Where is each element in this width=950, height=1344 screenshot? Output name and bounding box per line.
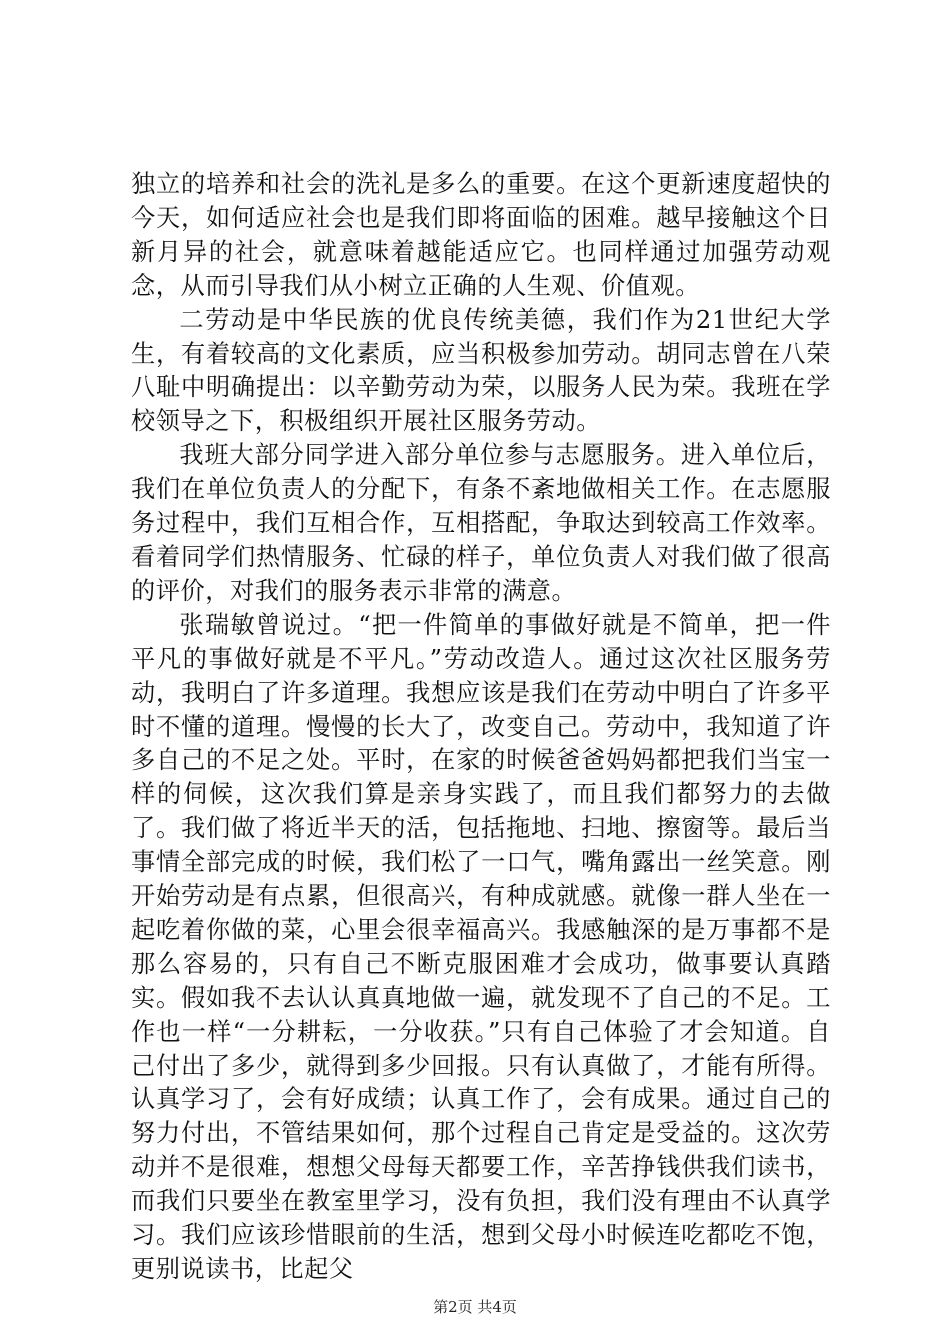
page-number-footer: 第2页 共4页 [433,1298,517,1316]
body-text [131,168,831,1287]
paragraph-1: 独立的培养和社会的洗礼是多么的重要。在这个更新速度超快的今天，如何适应社会也是我们即将面临的困难。越早接触这个日新月异的社会，就意味着越能适应它。也同样通过加强劳动观念，从而引导我们从小树立正确的人生观、价值观。 [131,170,831,300]
paragraph-3: 我班大部分同学进入部分单位参与志愿服务。进入单位后，我们在单位负责人的分配下，有条不紊地做相关工作。在志愿服务过程中，我们互相合作，互相搭配，争取达到较高工作效率。看着同学们热情服务、忙碌的样子，单位负责人对我们做了很高的评价，对我们的服务表示非常的满意。 [131,441,831,605]
paragraph-4: 张瑞敏曾说过。“把一件简单的事做好就是不简单，把一件平凡的事做好就是不平凡。”劳动改造人。通过这次社区服务劳动，我明白了许多道理。我想应该是我们在劳动中明白了许多平时不懂的道理。慢慢的长大了，改变自己。劳动中，我知道了许多自己的不足之处。平时，在家的时候爸爸妈妈都把我们当宝一样的伺候，这次我们算是亲身实践了，而且我们都努力的去做了。我们做了将近半天的活，包括拖地、扫地、擦窗等。最后当事情全部完成的时候，我们松了一口气，嘴角露出一丝笑意。刚开始劳动是有点累，但很高兴，有种成就感。就像一群人坐在一起吃着你做的菜，心里会很幸福高兴。我感触深的是万事都不是那么容易的，只有自己不断克服困难才会成功，做事要认真踏实。假如我不去认认真真地做一遍，就发现不了自己的不足。工作也一样“一分耕耘，一分收获。”只有自己体验了才会知道。自己付出了多少，就得到多少回报。只有认真做了，才能有所得。认真学习了，会有好成绩；认真工作了，会有成果。通过自己的努力付出，不管结果如何，那个过程自己肯定是受益的。这次劳动并不是很难，想想父母每天都要工作，辛苦挣钱供我们读书，而我们只要坐在教室里学习，没有负担，我们没有理由不认真学习。我们应该珍惜眼前的生活，想到父母小时候连吃都吃不饱，更别说读书，比起父 [131,610,831,1283]
paragraph-2: 二劳动是中华民族的优良传统美德，我们作为21世纪大学生，有着较高的文化素质，应当积极参加劳动。胡同志曾在八荣八耻中明确提出：以辛勤劳动为荣，以服务人民为荣。我班在学校领导之下，积极组织开展社区服务劳动。 [131,305,831,436]
